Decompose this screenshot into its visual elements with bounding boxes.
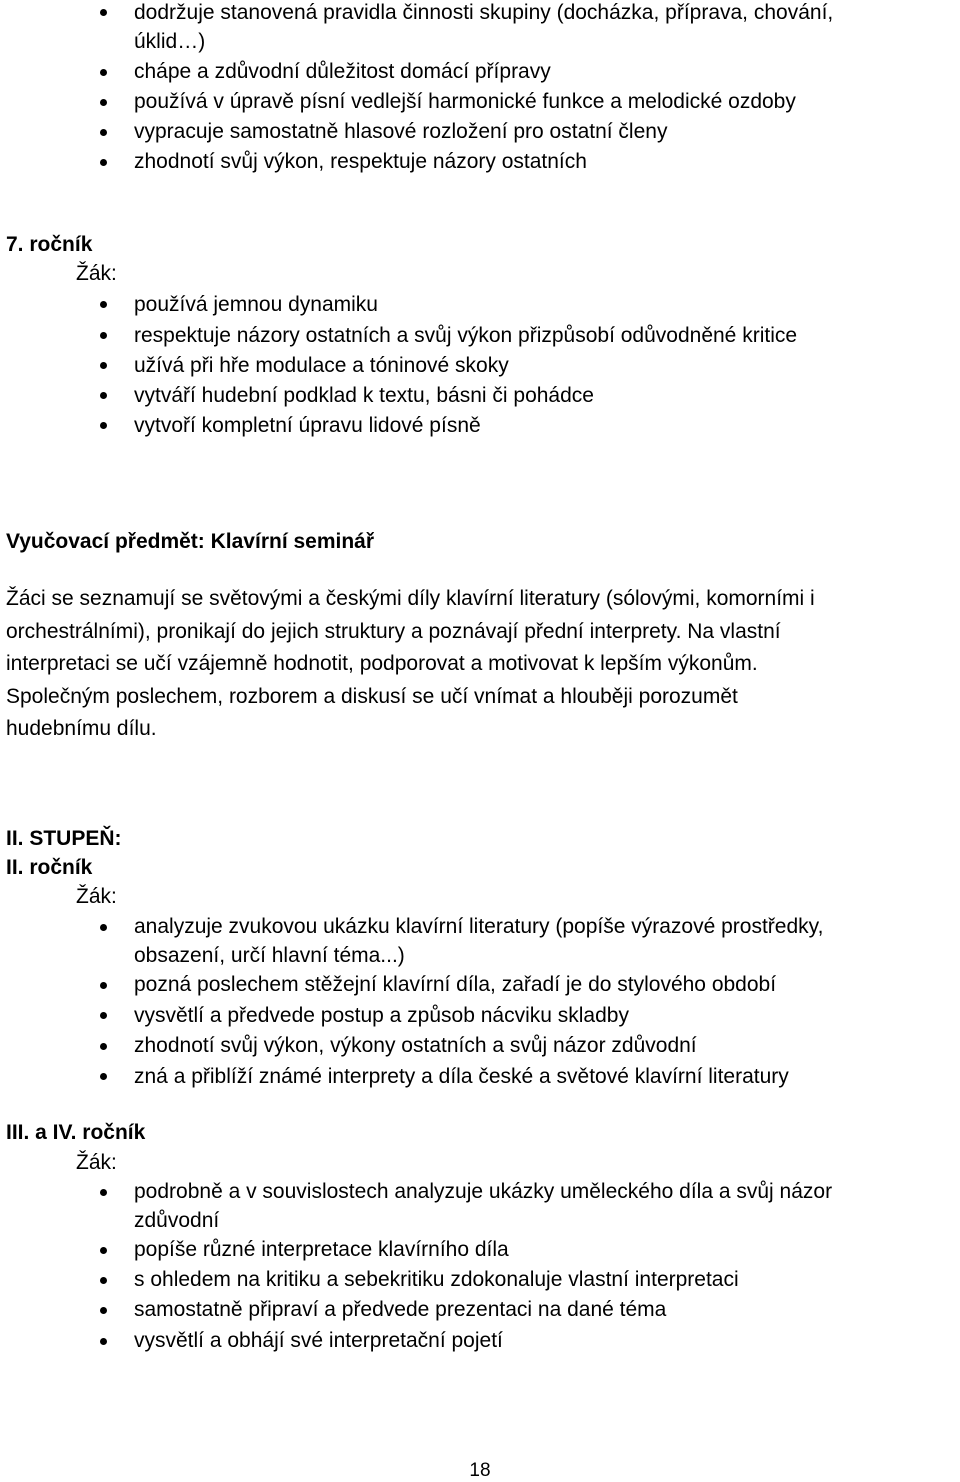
list-item: vysvětlí a předvede postup a způsob nácviku skladby [134, 1004, 629, 1027]
subject-paragraph [6, 583, 960, 746]
bullet [100, 159, 107, 166]
paragraph-line: Společným poslechem, rozborem a diskusí se učí vnímat a hlouběji porozumět [6, 684, 738, 708]
list-item-continuation: zdůvodní [134, 1209, 220, 1232]
list-item: zhodnotí svůj výkon, respektuje názory ostatních [134, 150, 587, 173]
bullet [100, 9, 107, 16]
list-item-continuation: úklid…) [134, 30, 206, 53]
student-label: Žák: [76, 262, 117, 285]
grade-3-4-heading: III. a IV. ročník [6, 1121, 146, 1144]
bullet [100, 362, 107, 369]
list-item: samostatně připraví a předvede prezentaci na dané téma [134, 1298, 667, 1321]
paragraph-line: orchestrálními), pronikají do jejich struktury a poznávají přední interprety. Na vlastní [6, 619, 781, 643]
page-number: 18 [469, 1460, 491, 1481]
list-item: používá v úpravě písní vedlejší harmonické funkce a melodické ozdoby [134, 90, 796, 113]
bullet [100, 332, 107, 339]
grade-7-heading: 7. ročník [6, 233, 93, 256]
grade-2-heading: II. ročník [6, 856, 93, 879]
list-item: vytvoří kompletní úpravu lidové písně [134, 414, 481, 437]
list-item: vytváří hudební podklad k textu, básni či pohádce [134, 384, 594, 407]
student-label: Žák: [76, 1151, 117, 1174]
student-label: Žák: [76, 885, 117, 908]
bullet [100, 982, 107, 989]
paragraph-line: interpretaci se učí vzájemně hodnotit, podporovat a motivovat k lepším výkonům. [6, 652, 758, 675]
list-item: zhodnotí svůj výkon, výkony ostatních a svůj názor zdůvodní [134, 1034, 697, 1057]
bullet [100, 1189, 107, 1196]
list-item: dodržuje stanovená pravidla činnosti skupiny (docházka, příprava, chování, [134, 1, 834, 24]
subject-heading: Vyučovací předmět: Klavírní seminář [6, 530, 375, 553]
list-item: podrobně a v souvislostech analyzuje ukázky uměleckého díla a svůj názor [134, 1180, 833, 1203]
bullet [100, 392, 107, 399]
bullet [100, 301, 107, 308]
list-item: analyzuje zvukovou ukázku klavírní literatury (popíše výrazové prostředky, [134, 915, 824, 938]
bullet [100, 69, 107, 76]
list-item: vypracuje samostatně hlasové rozložení pro ostatní členy [134, 120, 668, 143]
bullet [100, 129, 107, 136]
list-item: používá jemnou dynamiku [134, 293, 378, 316]
list-item: s ohledem na kritiku a sebekritiku zdokonaluje vlastní interpretaci [134, 1268, 739, 1291]
bullet [100, 1307, 107, 1314]
list-item: vysvětlí a obhájí své interpretační pojetí [134, 1329, 503, 1352]
bullet [100, 1277, 107, 1284]
list-item: užívá při hře modulace a tóninové skoky [134, 354, 509, 377]
bullet [100, 1073, 107, 1080]
bullet [100, 1247, 107, 1254]
list-item: popíše různé interpretace klavírního díla [134, 1238, 509, 1261]
bullet [100, 1043, 107, 1050]
paragraph-line: Žáci se seznamují se světovými a českými díly klavírní literatury (sólovými, komorními i [6, 587, 815, 610]
list-item: pozná poslechem stěžejní klavírní díla, zařadí je do stylového období [134, 973, 777, 996]
list-item-continuation: obsazení, určí hlavní téma...) [134, 944, 405, 967]
bullet [100, 924, 107, 931]
list-item: respektuje názory ostatních a svůj výkon přizpůsobí odůvodněné kritice [134, 324, 798, 347]
stage-2-heading: II. STUPEŇ: [6, 827, 122, 850]
bullet [100, 1012, 107, 1019]
paragraph-line: hudebnímu dílu. [6, 717, 157, 740]
list-item: zná a přiblíží známé interprety a díla české a světové klavírní literatury [134, 1065, 789, 1088]
list-item: chápe a zdůvodní důležitost domácí přípravy [134, 60, 551, 83]
bullet [100, 1338, 107, 1345]
bullet [100, 99, 107, 106]
bullet [100, 422, 107, 429]
